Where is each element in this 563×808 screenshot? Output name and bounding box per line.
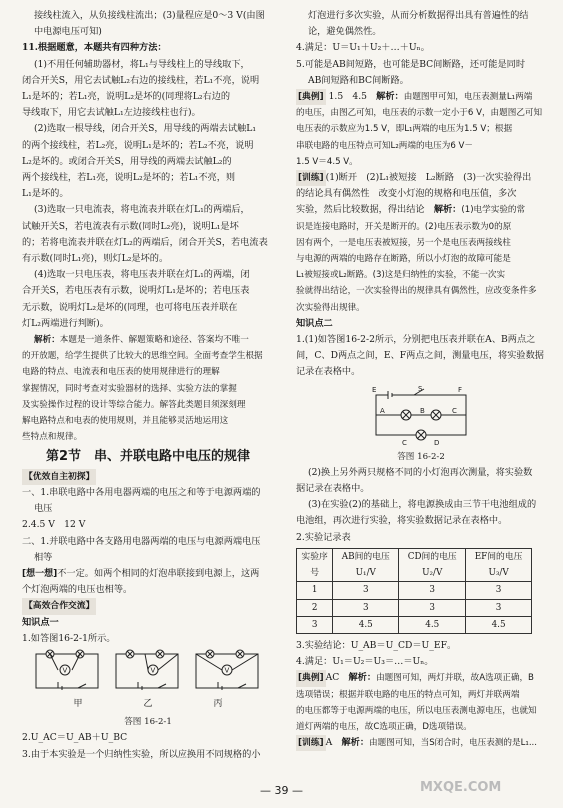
fig-label-yi: 乙	[143, 698, 153, 709]
text-line: 间，C、D两点之间，E、F两点之间，测量电压，将实验数据	[296, 350, 544, 362]
text-span: A	[325, 737, 333, 749]
text-line: L₁被短接或L₂断路。(3)这是归纳性的实验，不能一次实	[296, 270, 506, 281]
table-header: 实验序号	[297, 548, 333, 581]
point-label: C	[452, 406, 457, 415]
text-line: 些特点和规律。	[22, 432, 83, 443]
table-header-row	[297, 548, 532, 581]
text-span: 由题图甲可知，电压表测量L₁两端	[403, 92, 533, 103]
text-line: 合开关S，若电压表有示数，说明灯L₁是坏的；若电压表	[22, 285, 250, 297]
text-span: (1)电学实验的常	[461, 205, 526, 216]
text-line: L₁是坏的。	[22, 188, 69, 200]
text-line: AB间短路和BC间断路。	[308, 74, 409, 86]
method-3: (3)选取一只电流表，将电流表并联在灯L₁的两端后，	[34, 204, 250, 216]
text-line: 2.4.5 V 12 V	[22, 519, 86, 531]
method-2: (2)选取一根导线，闭合开关S，用导线的两端去试触L₁	[34, 123, 257, 135]
training-label: [训练]	[296, 735, 326, 751]
point-label: B	[420, 406, 425, 415]
text-line: 电压	[34, 503, 53, 515]
text-line: 接线柱流入，从负接线柱流出；(3)量程应是0～3 V(由图	[34, 10, 265, 21]
training-1	[296, 170, 546, 186]
table-cell: 3	[333, 599, 399, 616]
table-cell: 3	[333, 582, 399, 599]
example-2	[296, 670, 546, 686]
text-line: 1.5 V＝4.5 V。	[296, 156, 358, 167]
table-title: 2.实验记录表	[296, 531, 351, 543]
text-line: 验就得出结论，一次实验得出的规律具有偶然性，应改变条件多	[296, 286, 537, 297]
figure-caption: 答图 16-2-2	[397, 451, 445, 462]
text-line: 的两个接线柱，若L₂亮，说明L₁是坏的；若L₂不亮，说明	[22, 139, 254, 151]
text-line: 中电源电压可知)	[34, 26, 102, 38]
text-line: 选项错误；根据并联电路的电压的特点可知，两灯并联两端	[296, 689, 520, 700]
text-line: 的；若将电流表并联在灯L₂的两端后，闭合开关S，若电流表	[22, 236, 268, 248]
text-line: 电压表的示数应为1.5 V，即L₁两端的电压为1.5 V；根据	[296, 124, 513, 135]
table-cell: 3	[466, 599, 532, 616]
figure-caption: 答图 16-2-1	[124, 717, 172, 728]
text-line: 相等	[34, 551, 53, 563]
text-line: 导线取下，用它去试触L₁左边接线柱也行)。	[22, 107, 201, 119]
text-line: L₁是坏的；若L₁亮，说明L₂是坏的(同理将L₂右边的	[22, 91, 231, 103]
text-line: (3)在实验(2)的基础上，将电源换成由三节干电池组成的	[308, 499, 537, 511]
text-span: (1)断开 (2)L₁被短接 L₂断路 (3)一次实验得出	[325, 172, 532, 184]
text-line: 5.可能是AB间短路，也可能是BC间断路，还可能是同时	[296, 58, 526, 70]
right-column	[296, 8, 546, 751]
text-line: 一、1.串联电路中各用电器两端的电压之和等于电源两端的	[22, 486, 261, 498]
text-line	[296, 202, 546, 218]
text-span: AC	[325, 672, 340, 684]
text-line: 解电路特点和电表的使用规则，并且能够灵活地运用这	[22, 416, 229, 427]
text-line: 次实验得出规律。	[296, 302, 365, 313]
text-span: 实验，然后比较数据，得出结论	[296, 204, 425, 216]
fig-label-bing: 丙	[213, 698, 223, 709]
text-line: 及实验操作过程的设计等综合能力。解答此类题目须深刻理	[22, 399, 246, 410]
text-span: 由题图可知，当S闭合时，电压表测的是L₁...	[369, 738, 538, 749]
training-2	[296, 735, 546, 751]
text-line: 无示数，说明灯L₂是坏的(同理，也可将电压表并联在	[22, 301, 238, 313]
table-cell: 1	[297, 582, 333, 599]
text-span: 由题图可知，两灯并联，故A选项正确，B	[376, 673, 534, 684]
table-cell: 4.5	[333, 616, 399, 633]
analysis-label: 解析：	[341, 737, 370, 749]
text-line: 掌握情况，同时考查对实验器材的选择、实验方法的掌握	[22, 383, 237, 394]
table-cell: 4.5	[399, 616, 466, 633]
section-title: 第2节 串、并联电路中电压的规律	[45, 449, 251, 465]
text-line: 两个接线柱，若L₁亮，说明L₂是坏的；若L₁不亮，则	[22, 172, 236, 184]
voltmeter-label: V	[150, 666, 156, 675]
table-cell: 3	[466, 582, 532, 599]
text-line: 串联电路的电压特点可知L₂两端的电压为6 V－	[296, 140, 473, 151]
table-cell: 3	[297, 616, 333, 633]
text-line: 2.U_AC＝U_AB＋U_BC	[22, 732, 128, 744]
text-line: 灯L₂两端进行判断)。	[22, 317, 109, 329]
text-line: 的结论具有偶然性 改变小灯泡的规格和电压值，多次	[296, 188, 517, 200]
text-line: 因有两个，一是电压表被短接，另一个是电压表两接线柱	[296, 237, 511, 248]
voltmeter-label: V	[62, 666, 68, 675]
knowledge-point-1: 知识点一	[22, 616, 59, 628]
text-line: 3.由于本实验是一个归纳性实验，所以应换用不同规格的小	[22, 748, 261, 760]
point-label: E	[372, 385, 377, 394]
circuit-figure-16-2-2	[366, 383, 476, 447]
text-line: 4.满足：U₁＝U₂＝U₃＝…＝Uₙ。	[296, 656, 434, 668]
text-span: 1.5 4.5	[328, 91, 367, 103]
table-row	[297, 599, 532, 616]
text-line: 的电压都等于电源两端的电压，所以电压表测电源电压，也就知	[296, 705, 537, 716]
text-line: 识是连接电路时，开关是断开的。(2)电压表示数为0的原	[296, 221, 512, 232]
table-header: EF间的电压U₃/V	[466, 548, 532, 581]
think-paragraph	[22, 566, 274, 582]
example-label: [典例]	[296, 670, 326, 686]
text-line: 电路的特点、电流表和电压表的使用规律进行的理解	[22, 367, 220, 378]
text-line: 的开放题，给学生提供了比较大的思维空间。全面考查学生根据	[22, 351, 263, 362]
question-11-title: 11.根据题意，本题共有四种方法：	[22, 42, 167, 54]
text-line: 与电源的两端的电路存在断路，所以小灯泡的故障可能是	[296, 254, 511, 265]
think-label: [想一想]	[22, 568, 58, 579]
page-number: — 39 —	[260, 784, 303, 797]
table-cell: 2	[297, 599, 333, 616]
table-header: AB间的电压U₁/V	[333, 548, 399, 581]
text-line: 据记录在表格中。	[296, 483, 370, 495]
analysis-label: 解析：	[348, 672, 377, 684]
text-line: 论，避免偶然性。	[308, 26, 382, 38]
text-line: 的电压，由图乙可知，电压表的示数一定小于6 V，由题图乙可知	[296, 108, 543, 119]
text-line: (2)换上另外两只规格不同的小灯泡再次测量，将实验数	[308, 466, 533, 478]
knowledge-point-2: 知识点二	[296, 317, 333, 329]
text-line: 1.(1)如答图16-2-2所示，分别把电压表并联在A、B两点之	[296, 334, 536, 346]
analysis-label: 解析：	[433, 204, 462, 216]
method-1: (1)不用任何辅助器材，将L₁与导线柱上的导线取下，	[34, 58, 250, 70]
fig-label-jia: 甲	[73, 698, 83, 709]
text-line: 3.实验结论：U_AB＝U_CD＝U_EF。	[296, 639, 457, 651]
text-line: 1.如答图16-2-1所示。	[22, 632, 116, 644]
table-cell: 3	[399, 599, 466, 616]
text-span: 本题是一道条件、解题策略和途径、答案均不唯一	[59, 335, 249, 346]
text-line: 灯泡进行多次实验，从而分析数据得出具有普遍性的结	[308, 10, 529, 21]
table-row	[297, 582, 532, 599]
point-label: D	[434, 438, 440, 447]
text-line: L₂是坏的。或闭合开关S，用导线的两端去试触L₂的	[22, 155, 232, 167]
example-label: [典例]	[296, 89, 326, 105]
method-4: (4)选取一只电压表，将电压表并联在灯L₁的两端，闭	[34, 269, 250, 281]
switch-label: S	[418, 384, 423, 393]
text-span: 不一定。如两个相同的灯泡串联接到电源上，这两	[57, 567, 260, 579]
circuit-figure-16-2-1	[28, 648, 268, 696]
analysis-paragraph	[22, 332, 274, 348]
point-label: C	[402, 438, 407, 447]
experiment-table	[296, 548, 532, 634]
analysis-label: 解析：	[376, 91, 404, 103]
text-line: 闭合开关S，用它去试触L₂右边的接线柱，若L₁不亮，说明	[22, 74, 260, 86]
text-line: 试触开关S，若电流表有示数(同时L₂亮)，说明L₁是坏	[22, 220, 239, 232]
point-label: F	[458, 385, 463, 394]
text-line: 道灯两端的电压，故C选项正确，D选项错误。	[296, 721, 472, 732]
figure-sub-labels	[43, 696, 253, 712]
watermark: MXQE.COM	[420, 780, 502, 795]
table-header: CD间的电压U₂/V	[399, 548, 466, 581]
text-line: 电池组，再次进行实验，将实验数据记录在表格中。	[296, 515, 508, 527]
text-line: 二、1.并联电路中各支路用电器两端的电压与电源两端电压	[22, 535, 261, 547]
analysis-label: 解析：	[34, 335, 60, 346]
tag-cooperation: 【高效合作交流】	[22, 598, 96, 614]
text-line: 4.满足：U＝U₁＋U₂＋…＋Uₙ。	[296, 42, 430, 54]
table-row	[297, 616, 532, 633]
text-line: 记录在表格中。	[296, 366, 361, 378]
text-line: 有示数(同时L₁亮)，则灯L₂是坏的。	[22, 253, 169, 265]
voltmeter-label: V	[224, 666, 230, 675]
left-column	[22, 8, 274, 763]
training-label: [训练]	[296, 170, 326, 186]
tag-self-explore: 【优效自主初探】	[22, 469, 96, 485]
table-cell: 3	[399, 582, 466, 599]
table-cell: 4.5	[466, 616, 532, 633]
point-label: A	[380, 406, 385, 415]
text-line: 个灯泡两端的电压也相等。	[22, 584, 133, 596]
example-1	[296, 89, 546, 105]
